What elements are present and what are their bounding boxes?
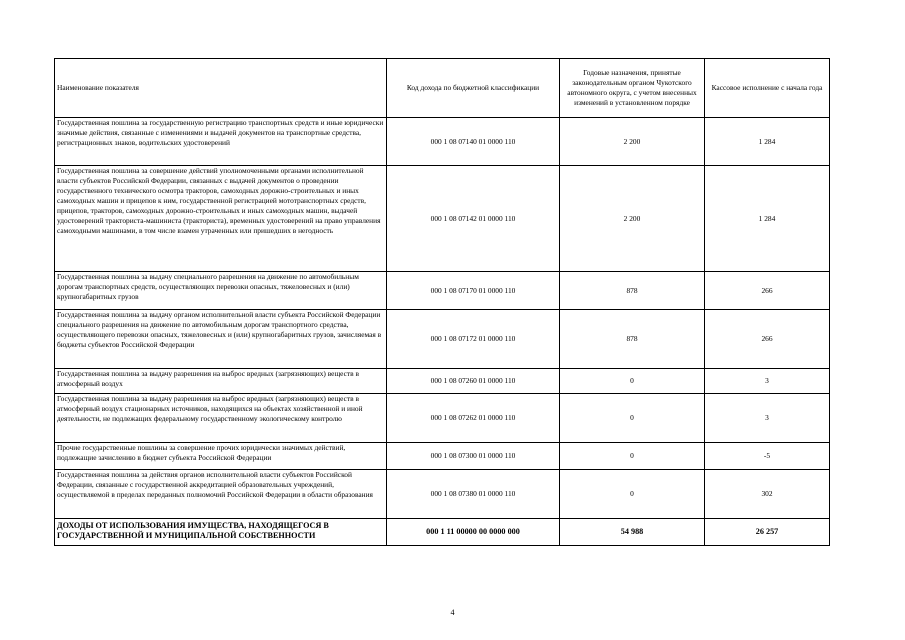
row-exec: 266	[705, 310, 830, 369]
row-code: 000 1 08 07260 01 0000 110	[387, 369, 560, 394]
budget-table	[54, 58, 830, 546]
table-row	[55, 470, 830, 519]
row-exec: 266	[705, 272, 830, 310]
table-row	[55, 118, 830, 166]
table-row	[55, 369, 830, 394]
total-exec: 26 257	[705, 519, 830, 546]
table-row	[55, 443, 830, 470]
row-code: 000 1 08 07300 01 0000 110	[387, 443, 560, 470]
header-row	[55, 59, 830, 118]
row-exec: 1 284	[705, 118, 830, 166]
row-exec: 3	[705, 369, 830, 394]
row-code: 000 1 08 07140 01 0000 110	[387, 118, 560, 166]
row-name: Государственная пошлина за государственную регистрацию транспортных средств и иные юридически значимые действия, связанные с изменениями и выдачей документов на транспортные средства, регистрационных знаков, водительских удостоверений	[55, 118, 387, 166]
row-code: 000 1 08 07142 01 0000 110	[387, 166, 560, 272]
row-exec: 1 284	[705, 166, 830, 272]
row-code: 000 1 08 07170 01 0000 110	[387, 272, 560, 310]
total-plan: 54 988	[560, 519, 705, 546]
row-plan: 878	[560, 310, 705, 369]
row-plan: 878	[560, 272, 705, 310]
row-exec: 302	[705, 470, 830, 519]
row-code: 000 1 08 07172 01 0000 110	[387, 310, 560, 369]
row-plan: 0	[560, 470, 705, 519]
row-plan: 2 200	[560, 166, 705, 272]
row-plan: 2 200	[560, 118, 705, 166]
row-name: Прочие государственные пошлины за совершение прочих юридически значимых действий, подлежащие зачислению в бюджет субъекта Российской Федерации	[55, 443, 387, 470]
row-plan: 0	[560, 369, 705, 394]
row-exec: -5	[705, 443, 830, 470]
row-name: Государственная пошлина за выдачу разрешения на выброс вредных (загрязняющих) веществ в атмосферный воздух	[55, 369, 387, 394]
total-row	[55, 519, 830, 546]
row-plan: 0	[560, 394, 705, 443]
header-name: Наименование показателя	[55, 59, 387, 118]
table-row	[55, 310, 830, 369]
header-exec: Кассовое исполнение с начала года	[705, 59, 830, 118]
row-name: Государственная пошлина за действия органов исполнительной власти субъектов Российской Федерации, связанные с государственной аккредитацией образовательных учреждений, осуществляемой в пределах переданных полномочий Российской Федерации в области образования	[55, 470, 387, 519]
table-row	[55, 272, 830, 310]
row-name: Государственная пошлина за совершение действий уполномоченными органами исполнительной власти субъектов Российской Федерации, связанных с выдачей документов о проведении государственного технического осмотра тракторов, самоходных дорожно-строительных и иных самоходных машин и прицепов к ним, государственной регистрацией мототранспортных средств, прицепов, тракторов, самоходных дорожно-строительных и иных самоходных машин, выдачей удостоверений тракториста-машиниста (тракториста), временных удостоверений на право управления самоходными машинами, в том числе взамен утраченных или пришедших в негодность	[55, 166, 387, 272]
row-name: Государственная пошлина за выдачу разрешения на выброс вредных (загрязняющих) веществ в атмосферный воздух стационарных источников, находящихся на объектах хозяйственной и иной деятельности, не подлежащих федеральному государственному экологическому контролю	[55, 394, 387, 443]
row-code: 000 1 08 07380 01 0000 110	[387, 470, 560, 519]
row-exec: 3	[705, 394, 830, 443]
row-code: 000 1 08 07262 01 0000 110	[387, 394, 560, 443]
table-row	[55, 394, 830, 443]
page-number: 4	[450, 608, 455, 617]
row-name: Государственная пошлина за выдачу специального разрешения на движение по автомобильным дорогам транспортных средств, осуществляющих перевозки опасных, тяжеловесных и (или) крупногабаритных грузов	[55, 272, 387, 310]
row-plan: 0	[560, 443, 705, 470]
row-name: Государственная пошлина за выдачу органом исполнительной власти субъекта Российской Федерации специального разрешения на движение по автомобильным дорогам транспортного средства, осуществляющего перевозки опасных, тяжеловесных и (или) крупногабаритных грузов, зачисляемая в бюджеты субъектов Российской Федерации	[55, 310, 387, 369]
total-code: 000 1 11 00000 00 0000 000	[387, 519, 560, 546]
header-code: Код дохода по бюджетной классификации	[387, 59, 560, 118]
total-name: ДОХОДЫ ОТ ИСПОЛЬЗОВАНИЯ ИМУЩЕСТВА, НАХОДЯЩЕГОСЯ В ГОСУДАРСТВЕННОЙ И МУНИЦИПАЛЬНОЙ СОБСТВЕННОСТИ	[55, 519, 387, 546]
header-plan: Годовые назначения, принятые законодательным органом Чукотского автономного округа, с учетом внесенных изменений в установленном порядке	[560, 59, 705, 118]
table-row	[55, 166, 830, 272]
